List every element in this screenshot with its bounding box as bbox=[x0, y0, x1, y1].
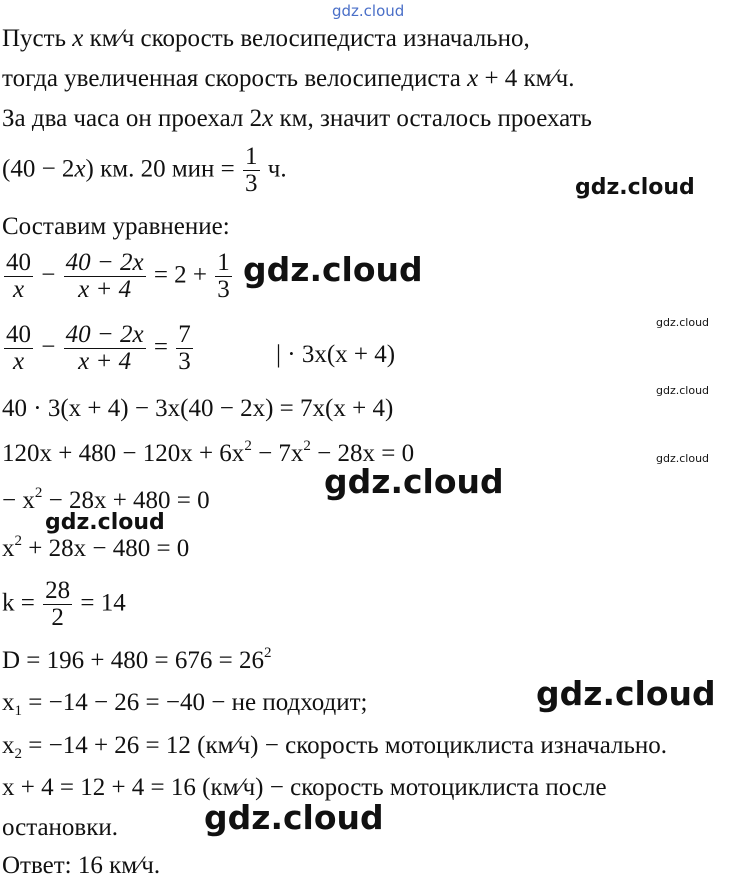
text-line-4 bbox=[2, 144, 287, 198]
fraction-denominator: 2 bbox=[51, 604, 64, 632]
text-line-12: остановки. bbox=[2, 814, 119, 841]
text-line-3 bbox=[2, 106, 592, 131]
fraction-denominator: x + 4 bbox=[78, 276, 132, 304]
exponent: 2 bbox=[244, 438, 252, 454]
text-segment: (40 − 2 bbox=[2, 155, 75, 183]
operator: = 2 + bbox=[147, 261, 214, 289]
fraction bbox=[176, 322, 193, 376]
fraction bbox=[4, 250, 33, 304]
exponent: 2 bbox=[34, 485, 43, 501]
text-segment: 120x + 480 − 120x + 6x bbox=[2, 440, 245, 467]
watermark-1: gdz.cloud bbox=[575, 175, 695, 200]
text-segment: ч. bbox=[261, 155, 287, 183]
text-segment: x bbox=[2, 732, 15, 759]
text-line-5: Составим уравнение: bbox=[2, 213, 230, 240]
fraction-denominator: x bbox=[12, 348, 25, 376]
watermark-4: gdz.cloud bbox=[656, 384, 710, 397]
text-segment: тогда увеличенная скорость велосипедиста bbox=[2, 65, 468, 92]
fraction-denominator: x bbox=[12, 276, 25, 304]
variable: x bbox=[262, 105, 274, 132]
text-segment: D = 196 + 480 = 676 = 26 bbox=[2, 647, 264, 674]
fraction-denominator: x + 4 bbox=[78, 348, 132, 376]
operator: = bbox=[147, 333, 175, 361]
watermark-5: gdz.cloud bbox=[656, 452, 710, 465]
fraction-numerator: 40 − 2x bbox=[65, 249, 144, 276]
fraction-numerator: 40 − 2x bbox=[65, 321, 144, 348]
equation-10 bbox=[2, 732, 668, 762]
watermark-top: gdz.cloud bbox=[332, 2, 405, 20]
fraction-denominator: 3 bbox=[245, 170, 258, 198]
fraction-numerator: 1 bbox=[245, 143, 258, 170]
watermark-2: gdz.cloud bbox=[243, 250, 423, 289]
text-segment: − x bbox=[2, 487, 35, 514]
text-segment: + 4 км⁄ч. bbox=[478, 65, 575, 92]
text-segment: − 28x + 480 = 0 bbox=[42, 487, 210, 514]
text-segment: = −14 − 26 = −40 − не подходит; bbox=[22, 689, 368, 716]
watermark-7: gdz.cloud bbox=[45, 510, 165, 535]
fraction-denominator: 3 bbox=[178, 348, 191, 376]
equation-2-multiplier: | · 3x(x + 4) bbox=[276, 341, 396, 368]
text-segment: = 14 bbox=[74, 589, 126, 617]
variable: x bbox=[72, 25, 84, 52]
fraction bbox=[215, 250, 232, 304]
fraction bbox=[64, 322, 146, 376]
operator: − bbox=[35, 261, 62, 289]
equation-11: x + 4 = 12 + 4 = 16 (км⁄ч) − скорость мотоциклиста после bbox=[2, 774, 607, 801]
variable: x bbox=[467, 65, 479, 92]
fraction bbox=[64, 250, 146, 304]
text-segment: x bbox=[2, 689, 15, 716]
fraction-one-third bbox=[243, 144, 260, 198]
fraction-numerator: 28 bbox=[45, 577, 71, 604]
text-segment: км⁄ч скорость велосипедиста изначально, bbox=[83, 25, 530, 52]
equation-2 bbox=[2, 322, 195, 376]
text-segment: ) км. 20 мин = bbox=[85, 155, 242, 183]
equation-3: 40 · 3(x + 4) − 3x(40 − 2x) = 7x(x + 4) bbox=[2, 395, 394, 422]
watermark-6: gdz.cloud bbox=[324, 462, 504, 501]
fraction bbox=[4, 322, 33, 376]
text-segment: − 7x bbox=[251, 440, 304, 467]
subscript: 2 bbox=[14, 746, 22, 762]
text-segment: k = bbox=[2, 589, 42, 617]
answer-line: Ответ: 16 км⁄ч. bbox=[2, 852, 161, 876]
fraction-numerator: 1 bbox=[217, 249, 230, 276]
variable: x bbox=[74, 155, 86, 183]
equation-6 bbox=[2, 533, 190, 562]
exponent: 2 bbox=[303, 438, 311, 454]
fraction-denominator: 3 bbox=[217, 276, 230, 304]
fraction-numerator: 40 bbox=[6, 321, 31, 348]
fraction-numerator: 40 bbox=[6, 249, 31, 276]
text-line-2 bbox=[2, 66, 575, 91]
text-segment: За два часа он проехал 2 bbox=[2, 105, 263, 132]
subscript: 1 bbox=[14, 703, 22, 719]
exponent: 2 bbox=[263, 645, 272, 661]
operator: − bbox=[35, 333, 62, 361]
text-segment: Пусть bbox=[2, 25, 73, 52]
exponent: 2 bbox=[14, 533, 22, 549]
text-segment: км, значит осталось проехать bbox=[273, 105, 592, 132]
text-segment: − 28x = 0 bbox=[310, 440, 415, 467]
text-segment: x bbox=[2, 535, 15, 562]
watermark-9: gdz.cloud bbox=[204, 798, 384, 837]
equation-9 bbox=[2, 689, 368, 719]
watermark-8: gdz.cloud bbox=[536, 674, 716, 713]
equation-1 bbox=[2, 250, 234, 304]
watermark-3: gdz.cloud bbox=[656, 316, 710, 329]
equation-7 bbox=[2, 578, 126, 632]
equation-8 bbox=[2, 645, 272, 674]
text-segment: + 28x − 480 = 0 bbox=[22, 535, 190, 562]
text-line-1 bbox=[2, 26, 530, 51]
fraction-numerator: 7 bbox=[178, 321, 191, 348]
text-segment: = −14 + 26 = 12 (км⁄ч) − скорость мотоциклиста изначально. bbox=[22, 732, 668, 759]
fraction bbox=[43, 578, 72, 632]
